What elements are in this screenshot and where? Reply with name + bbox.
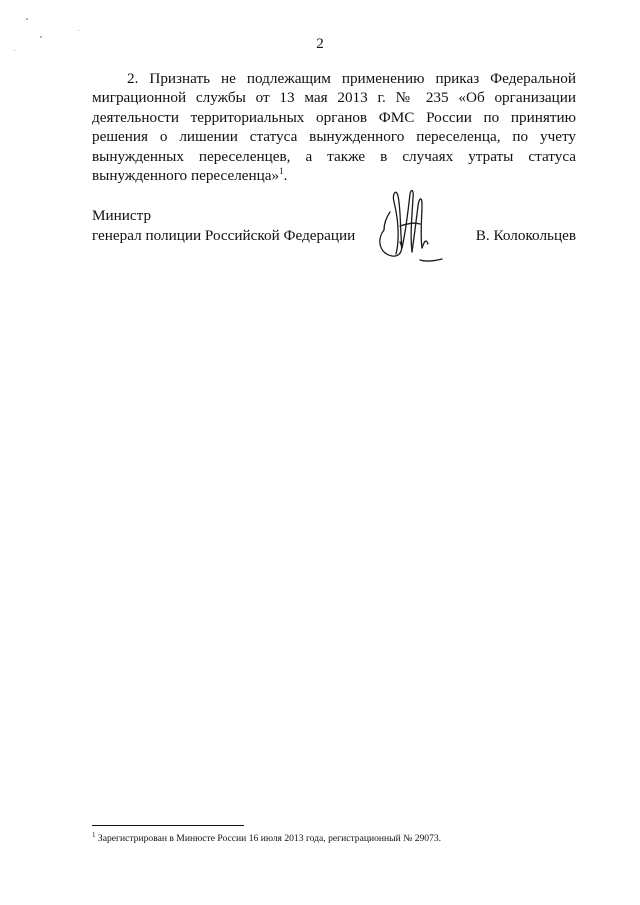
signature-block <box>92 206 576 266</box>
scan-speck <box>26 18 28 20</box>
signatory-position-line-1: Министр <box>92 207 152 224</box>
handwritten-signature <box>370 182 460 272</box>
signatory-position-line-2: генерал полиции Российской Федерации <box>92 227 356 244</box>
paragraph-end-punctuation: . <box>283 167 288 185</box>
scan-speck <box>78 30 79 31</box>
page-number: 2 <box>316 36 324 52</box>
footnote-text: Зарегистрирован в Минюсте России 16 июля 2013 года, регистрационный № 29073. <box>97 833 442 844</box>
body-paragraph <box>92 69 576 185</box>
footnote-reference: 1 <box>279 165 284 176</box>
footnote-marker: 1 <box>92 830 96 839</box>
signatory-name: В. Колокольцев <box>475 227 576 244</box>
footnote <box>92 832 592 845</box>
paragraph-text: 2. Признать не подлежащим применению приказ Федеральной миграционной службы от 13 мая 2013 г. № 235 «Об организации деятельности территориальных органов ФМС России по принятию решения о лишении статуса вынужденного переселенца, по учету вынужденных переселенцев, а также в случаях утраты статуса вынужденного переселенца» <box>92 70 576 185</box>
scan-speck <box>40 36 42 38</box>
footnote-separator <box>92 825 244 826</box>
scan-speck <box>14 50 15 51</box>
